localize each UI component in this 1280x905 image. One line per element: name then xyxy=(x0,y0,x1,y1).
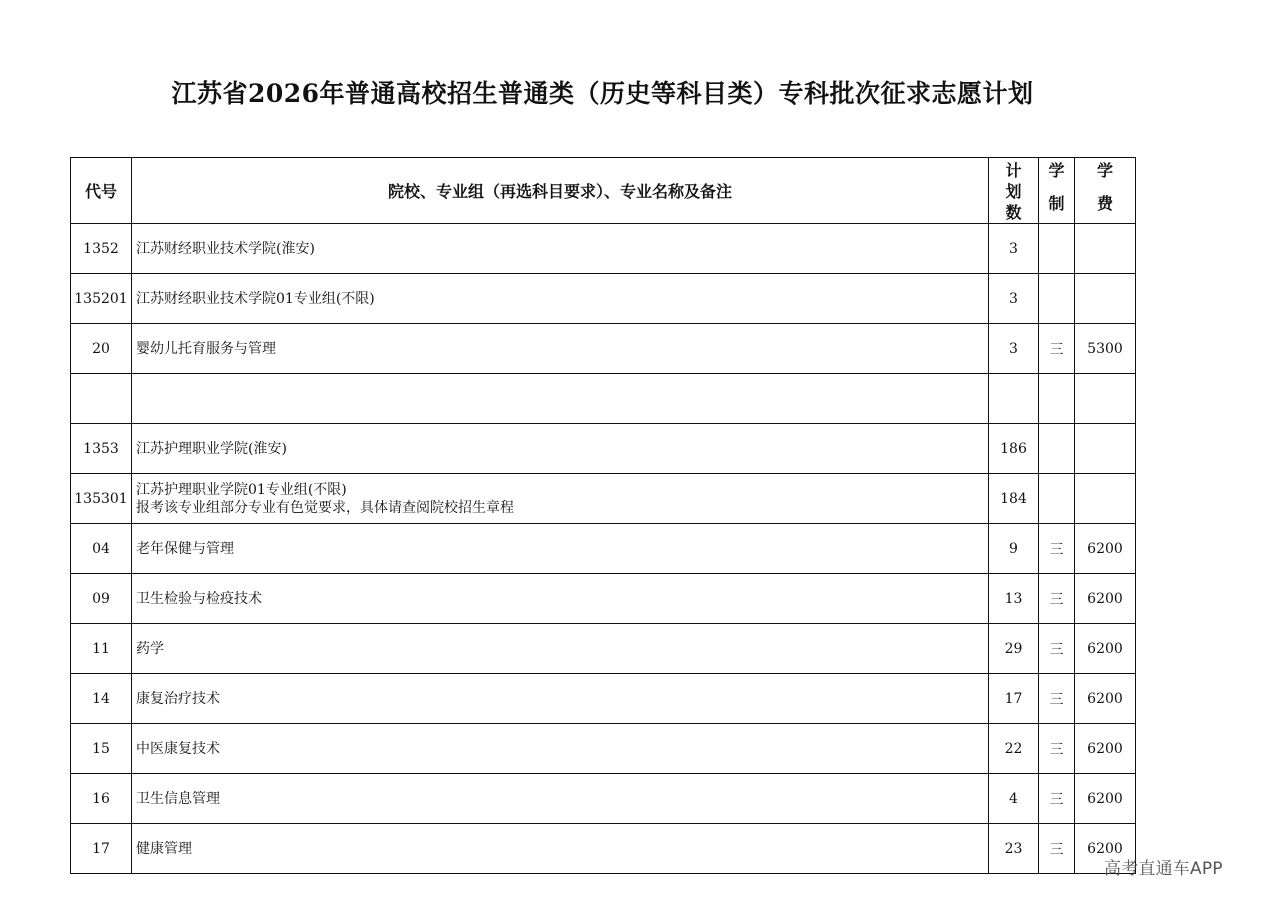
table-row xyxy=(71,724,1136,774)
header-study-years: 学 制 xyxy=(1039,158,1075,224)
cell-code: 135201 xyxy=(71,274,132,324)
cell-name xyxy=(132,224,989,274)
cell-tuition xyxy=(1075,274,1136,324)
cell-code xyxy=(71,374,132,424)
cell-plan-count: 17 xyxy=(989,674,1039,724)
cell-name-line: 江苏财经职业技术学院01专业组(不限) xyxy=(136,290,375,307)
cell-study-years: 三 xyxy=(1039,624,1075,674)
cell-name xyxy=(132,774,989,824)
cell-code: 04 xyxy=(71,524,132,574)
cell-name-line: 健康管理 xyxy=(136,840,192,857)
table-row xyxy=(71,424,1136,474)
cell-name xyxy=(132,824,989,874)
cell-code: 17 xyxy=(71,824,132,874)
enrollment-plan-table xyxy=(70,157,1136,874)
cell-tuition: 6200 xyxy=(1075,674,1136,724)
cell-study-years: 三 xyxy=(1039,524,1075,574)
cell-code: 15 xyxy=(71,724,132,774)
cell-name-line: 药学 xyxy=(136,640,164,657)
cell-plan-count: 3 xyxy=(989,324,1039,374)
cell-name xyxy=(132,524,989,574)
cell-name xyxy=(132,374,989,424)
cell-plan-count: 29 xyxy=(989,624,1039,674)
cell-plan-count: 3 xyxy=(989,274,1039,324)
watermark-text: 高考直通车APP xyxy=(1104,859,1223,879)
cell-code: 1352 xyxy=(71,224,132,274)
cell-plan-count: 23 xyxy=(989,824,1039,874)
cell-study-years: 三 xyxy=(1039,724,1075,774)
cell-code: 09 xyxy=(71,574,132,624)
header-code: 代号 xyxy=(71,158,132,224)
header-plan-count: 计 划 数 xyxy=(989,158,1039,224)
cell-tuition: 6200 xyxy=(1075,824,1136,874)
cell-study-years: 三 xyxy=(1039,324,1075,374)
cell-plan-count: 22 xyxy=(989,724,1039,774)
table-row xyxy=(71,474,1136,524)
table-row xyxy=(71,224,1136,274)
cell-name xyxy=(132,574,989,624)
cell-name-line: 报考该专业组部分专业有色觉要求，具体请查阅院校招生章程 xyxy=(136,499,514,516)
cell-name xyxy=(132,474,989,524)
cell-tuition: 5300 xyxy=(1075,324,1136,374)
cell-tuition xyxy=(1075,224,1136,274)
cell-name-line: 江苏财经职业技术学院(淮安) xyxy=(136,240,315,257)
cell-name-line: 江苏护理职业学院(淮安) xyxy=(136,440,287,457)
header-tuition: 学 费 xyxy=(1075,158,1136,224)
header-name: 院校、专业组（再选科目要求）、专业名称及备注 xyxy=(132,158,989,224)
cell-study-years: 三 xyxy=(1039,774,1075,824)
cell-tuition: 6200 xyxy=(1075,624,1136,674)
cell-study-years xyxy=(1039,274,1075,324)
cell-name-line: 康复治疗技术 xyxy=(136,690,220,707)
cell-plan-count xyxy=(989,374,1039,424)
table-header-row xyxy=(71,158,1136,224)
cell-study-years: 三 xyxy=(1039,824,1075,874)
cell-plan-count: 3 xyxy=(989,224,1039,274)
cell-name-line: 江苏护理职业学院01专业组(不限) xyxy=(136,481,347,498)
table-row xyxy=(71,524,1136,574)
cell-plan-count: 13 xyxy=(989,574,1039,624)
cell-tuition: 6200 xyxy=(1075,524,1136,574)
cell-name xyxy=(132,424,989,474)
cell-tuition xyxy=(1075,474,1136,524)
cell-study-years: 三 xyxy=(1039,574,1075,624)
cell-tuition: 6200 xyxy=(1075,724,1136,774)
table-row xyxy=(71,574,1136,624)
table-row xyxy=(71,774,1136,824)
table-row xyxy=(71,824,1136,874)
page-title: 江苏省2026年普通高校招生普通类（历史等科目类）专科批次征求志愿计划 xyxy=(171,79,1034,108)
table-body xyxy=(71,224,1136,874)
cell-name xyxy=(132,324,989,374)
cell-study-years xyxy=(1039,474,1075,524)
table-row xyxy=(71,374,1136,424)
table-row xyxy=(71,324,1136,374)
cell-study-years: 三 xyxy=(1039,674,1075,724)
cell-name-line: 老年保健与管理 xyxy=(136,540,234,557)
cell-plan-count: 186 xyxy=(989,424,1039,474)
cell-plan-count: 9 xyxy=(989,524,1039,574)
cell-tuition: 6200 xyxy=(1075,774,1136,824)
cell-plan-count: 184 xyxy=(989,474,1039,524)
table-row xyxy=(71,274,1136,324)
cell-study-years xyxy=(1039,424,1075,474)
cell-name-line: 卫生信息管理 xyxy=(136,790,220,807)
cell-code: 14 xyxy=(71,674,132,724)
cell-name xyxy=(132,624,989,674)
cell-tuition: 6200 xyxy=(1075,574,1136,624)
table-row xyxy=(71,674,1136,724)
cell-study-years xyxy=(1039,224,1075,274)
cell-study-years xyxy=(1039,374,1075,424)
cell-name xyxy=(132,724,989,774)
cell-name xyxy=(132,674,989,724)
cell-plan-count: 4 xyxy=(989,774,1039,824)
cell-code: 11 xyxy=(71,624,132,674)
cell-code: 16 xyxy=(71,774,132,824)
cell-name-line: 婴幼儿托育服务与管理 xyxy=(136,340,276,357)
cell-name-line: 卫生检验与检疫技术 xyxy=(136,590,262,607)
table-row xyxy=(71,624,1136,674)
cell-code: 20 xyxy=(71,324,132,374)
cell-name xyxy=(132,274,989,324)
cell-code: 135301 xyxy=(71,474,132,524)
cell-tuition xyxy=(1075,424,1136,474)
cell-name-line: 中医康复技术 xyxy=(136,740,220,757)
cell-tuition xyxy=(1075,374,1136,424)
cell-code: 1353 xyxy=(71,424,132,474)
